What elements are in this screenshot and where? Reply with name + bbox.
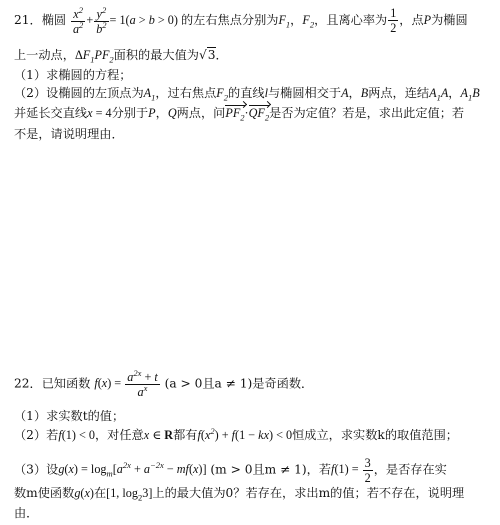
q22-line-1: 22．已知函数 f(x) = $\frac{a^{2x} + t}{a^x}$ (a > 0且a ≠ 1)是奇函数． (14, 367, 314, 400)
q21-line-6: 不是，请说明理由． (14, 127, 124, 141)
q21-number: 21． (14, 13, 42, 28)
q21-sub-1: （1）求椭圆的方程； (14, 68, 132, 82)
q21-line-1: 21．椭圆 $\frac{x^2}{a^2}$ + $\frac{y^2}{b^2}$ = 1(a > b > 0) 的左右焦点分别为$F_1$，$F_2$，且离心率为 $\frac{1}{2}$ ，点P为椭圆 (14, 4, 468, 36)
q22-sub-3: （3）设$g(x) = \log_m[a^{2x} + a^{-2x} - mf(x)] (m > 0$且m ≠ 1)，若f(1) = $\frac{3}{2}$ ，是否存在实 (14, 456, 447, 486)
q21-line-2: 上一动点，$\Delta F_1PF_2$面积的最大值为√3． (14, 48, 228, 65)
q22-line-5: 数m使函数g(x)在[1, $\log_23$]上的最大值为0？若存在，求出m的值；若不存在，说明理 (14, 486, 465, 503)
q22-sub-2: （2）若f(1) < 0，对任意x ∈ R都有$f(x^2) + f(1 - kx) < 0$恒成立，求实数k的取值范围； (14, 425, 458, 442)
q22-line-6: 由． (14, 506, 39, 520)
ellipse-equation: $\frac{x^2}{a^2}$ + $\frac{y^2}{b^2}$ = 1(a > b > 0) (72, 4, 178, 36)
q21-line-5: 并延长交直线x = 4分别于P，Q两点，问$PF_2\cdot QF_2$是否为定值？若是，求出此定值；若 (14, 106, 465, 123)
q22-sub-1: （1）求实数t的值； (14, 409, 125, 423)
eccentricity-fraction: $\frac{1}{2}$ (390, 6, 397, 36)
q22-number: 22． (14, 376, 42, 391)
function-definition: f(x) = $\frac{a^{2x} + t}{a^x}$ (94, 367, 158, 400)
q21-sub-2: （2）设椭圆的左顶点为$A_1$，过右焦点$F_2$的直线l与椭圆相交于A，B两点，连结$A_1A$，$A_1B$ (14, 86, 480, 103)
